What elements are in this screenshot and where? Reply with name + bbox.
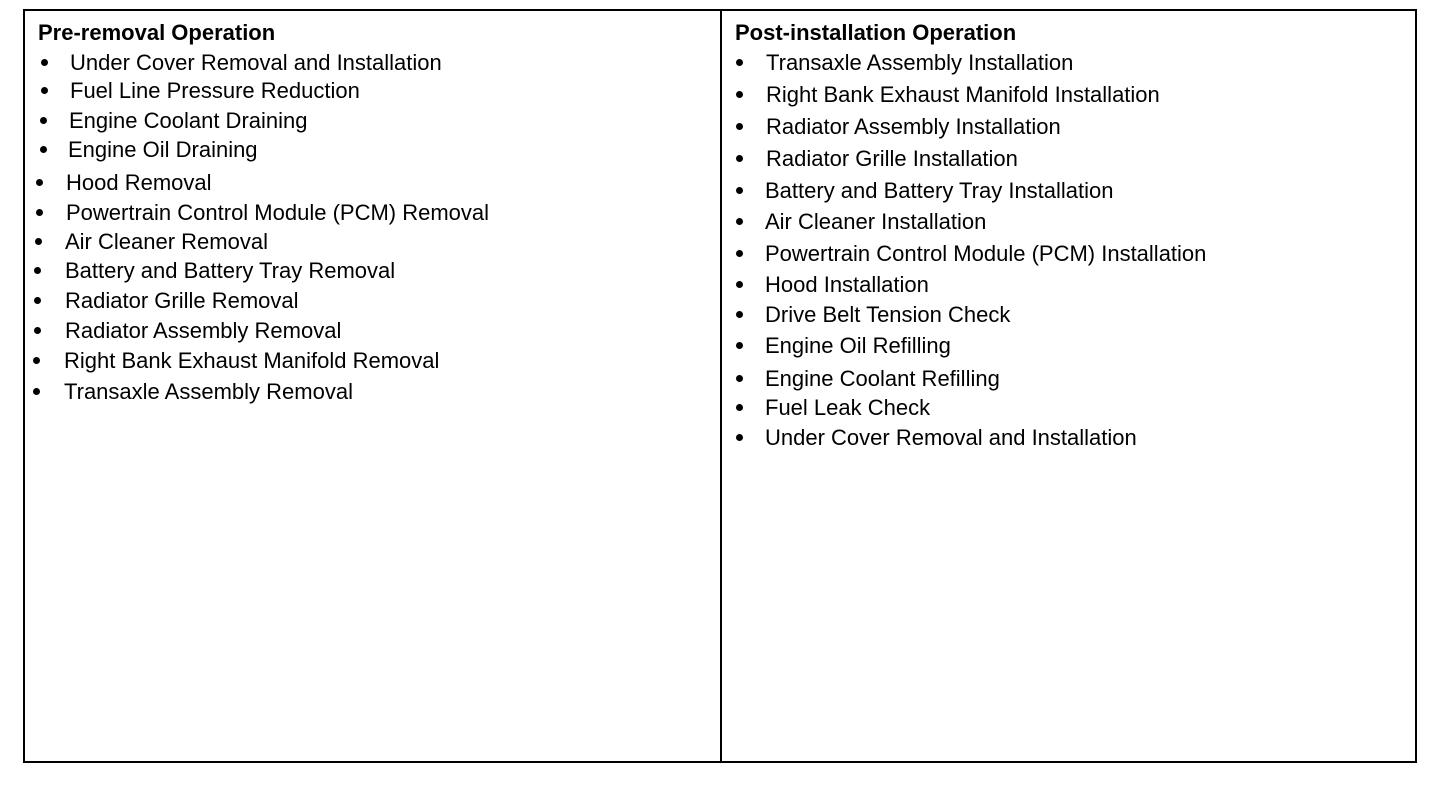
bullet-icon (34, 267, 41, 274)
bullet-icon (736, 404, 743, 411)
bullet-icon (41, 87, 48, 94)
bullet-icon (34, 327, 41, 334)
bullet-icon (736, 342, 743, 349)
bullet-icon (34, 297, 41, 304)
procedure-table (23, 9, 1417, 763)
bullet-icon (736, 187, 743, 194)
bullet-icon (736, 311, 743, 318)
bullet-icon (40, 117, 47, 124)
bullet-icon (736, 375, 743, 382)
post-installation-column: Post-installation Operation Transaxle Assembly Installation Right Bank Exhaust Manifold Installation Radiator Assembly Installation Radiator Grille Installation Battery and Battery Tray Installation Air Cleaner Installation Powertrain Control Module (PCM) Installation Hood Installation Drive Belt Tension Check Engine Oil Refilling Engine Coolant Refilling Fuel Leak Check Under Cover Removal and Installation (735, 20, 1207, 450)
post-installation-heading: Post-installation Operation (735, 20, 1017, 45)
bullet-icon (736, 250, 743, 257)
bullet-icon (736, 91, 743, 98)
bullet-icon (33, 357, 40, 364)
bullet-icon (36, 209, 43, 216)
bullet-icon (35, 238, 42, 245)
pre-removal-column: Pre-removal Operation Under Cover Removal and Installation Fuel Line Pressure Reduction Engine Coolant Draining Engine Oil Draining Hood Removal Powertrain Control Module (PCM) Removal Air Cleaner Removal Battery and Battery Tray Removal Radiator Grille Removal Radiator Assembly Removal Right Bank Exhaust Manifold Removal Transaxle Assembly Removal (25, 11, 722, 761)
bullet-icon (736, 281, 743, 288)
bullet-icon (736, 434, 743, 441)
bullet-icon (36, 179, 43, 186)
bullet-icon (736, 123, 743, 130)
bullet-icon (40, 146, 47, 153)
bullet-icon (736, 155, 743, 162)
bullet-icon (33, 388, 40, 395)
pre-removal-heading: Pre-removal Operation (38, 20, 276, 45)
bullet-icon (736, 59, 743, 66)
bullet-icon (736, 218, 743, 225)
bullet-icon (41, 59, 48, 66)
